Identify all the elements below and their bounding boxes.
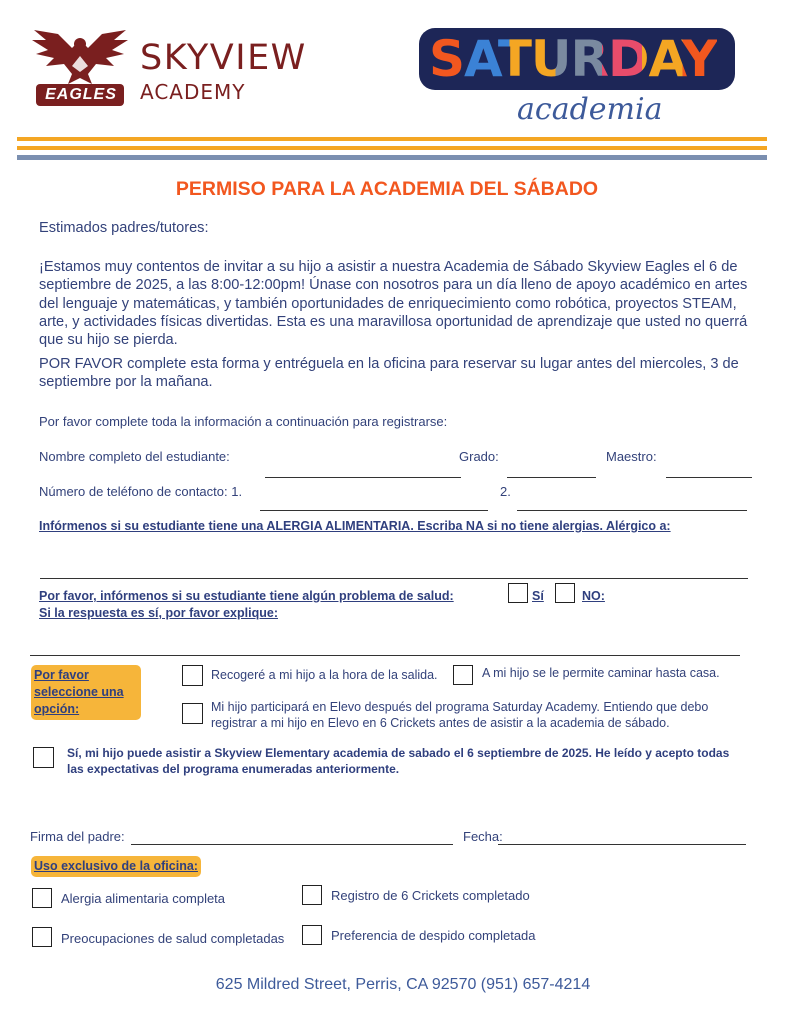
option-label: Por favor seleccione una opción: xyxy=(31,665,141,720)
date-field[interactable] xyxy=(498,844,746,845)
grade-field[interactable] xyxy=(507,477,596,478)
mascot-text: EAGLES xyxy=(45,86,117,103)
program-title xyxy=(429,29,717,89)
walk-label: A mi hijo se le permite caminar hasta casa. xyxy=(482,666,720,680)
walk-checkbox[interactable] xyxy=(453,665,473,685)
office-label: Uso exclusivo de la oficina: xyxy=(31,856,201,877)
office-dismissal-label: Preferencia de despido completada xyxy=(331,928,536,943)
office-dismissal-checkbox[interactable] xyxy=(302,925,322,945)
health-explain-label: Si la respuesta es sí, por favor explique: xyxy=(39,606,278,620)
allergy-field[interactable] xyxy=(40,578,748,579)
allergy-prompt: Infórmenos si su estudiante tiene una ALERGIA ALIMENTARIA. Escriba NA si no tiene alergias. Alérgico a: xyxy=(39,519,671,533)
elevo-checkbox[interactable] xyxy=(182,703,203,724)
office-crickets-label: Registro de 6 Crickets completado xyxy=(331,888,530,903)
date-label: Fecha: xyxy=(463,829,503,844)
phone-2-field[interactable] xyxy=(517,510,747,511)
program-title-text: SATURDAY xyxy=(429,30,717,88)
teacher-label: Maestro: xyxy=(606,449,657,464)
pickup-checkbox[interactable] xyxy=(182,665,203,686)
signature-label: Firma del padre: xyxy=(30,829,125,844)
office-allergy-label: Alergia alimentaria completa xyxy=(61,891,226,906)
teacher-field[interactable] xyxy=(666,477,752,478)
phone-2-label: 2. xyxy=(500,484,511,499)
school-name-line2: ACADEMY xyxy=(140,80,246,104)
signature-field[interactable] xyxy=(131,844,453,845)
program-subtitle: academia xyxy=(517,92,663,127)
program-logo xyxy=(419,26,737,130)
pickup-label: Recogeré a mi hijo a la hora de la salida. xyxy=(211,668,438,682)
office-allergy-checkbox[interactable] xyxy=(32,888,52,908)
form-title: PERMISO PARA LA ACADEMIA DEL SÁBADO xyxy=(175,178,599,200)
school-logo xyxy=(28,26,318,110)
health-explain-field[interactable] xyxy=(30,655,740,656)
student-name-label: Nombre completo del estudiante: xyxy=(39,449,230,464)
header-stripe-blue xyxy=(17,155,767,160)
return-instruction: POR FAVOR complete esta forma y entréguela en la oficina para reservar su lugar antes del miercoles, 3 de septiembre por la mañana. xyxy=(39,356,739,391)
office-crickets-checkbox[interactable] xyxy=(302,885,322,905)
grade-label: Grado: xyxy=(459,449,499,464)
intro-paragraph: ¡Estamos muy contentos de invitar a su hijo a asistir a nuestra Academia de Sábado Skyview Eagles el 6 de septiembre de 2025, a las 8:00-12:00pm! Únase con nosotros para un día lleno de apoyo académico en artes del lenguaje y matemáticas, y también oportunidades de enriquecimiento como robótica, proyectos STEAM, arte, y actividades físicas divertidas. Esta es una maravillosa oportunidad de aprendizaje que usted no querrá que su hijo se pierda. xyxy=(39,259,748,349)
school-name-line1: SKYVIEW xyxy=(140,38,307,78)
phone-1-field[interactable] xyxy=(260,510,488,511)
header-stripe-orange-2 xyxy=(17,146,767,150)
office-health-label: Preocupaciones de salud completadas xyxy=(61,931,285,946)
phone-label: Número de teléfono de contacto: 1. xyxy=(39,484,243,499)
health-no-checkbox[interactable] xyxy=(555,583,575,603)
student-name-field[interactable] xyxy=(265,477,461,478)
footer-address: 625 Mildred Street, Perris, CA 92570 (951) 657-4214 xyxy=(215,976,591,993)
consent-checkbox[interactable] xyxy=(33,747,54,768)
office-health-checkbox[interactable] xyxy=(32,927,52,947)
greeting: Estimados padres/tutores: xyxy=(39,220,209,236)
health-yes-label: Sí xyxy=(532,589,544,603)
health-no-label: NO: xyxy=(582,589,605,603)
fill-prompt: Por favor complete toda la información a continuación para registrarse: xyxy=(39,414,448,429)
health-yes-checkbox[interactable] xyxy=(508,583,528,603)
header-stripe-orange-1 xyxy=(17,137,767,141)
health-prompt: Por favor, infórmenos si su estudiante tiene algún problema de salud: xyxy=(39,589,454,603)
elevo-label: Mi hijo participará en Elevo después del programa Saturday Academy. Entiendo que debo registrar a mi hijo en Elevo en 6 Crickets antes de asistir a la academia de sábado. xyxy=(211,700,709,730)
consent-text: Sí, mi hijo puede asistir a Skyview Elementary academia de sabado el 6 septiembre de 2025. He leído y acepto todas las expectativas del programa enumeradas anteriormente. xyxy=(67,746,730,776)
